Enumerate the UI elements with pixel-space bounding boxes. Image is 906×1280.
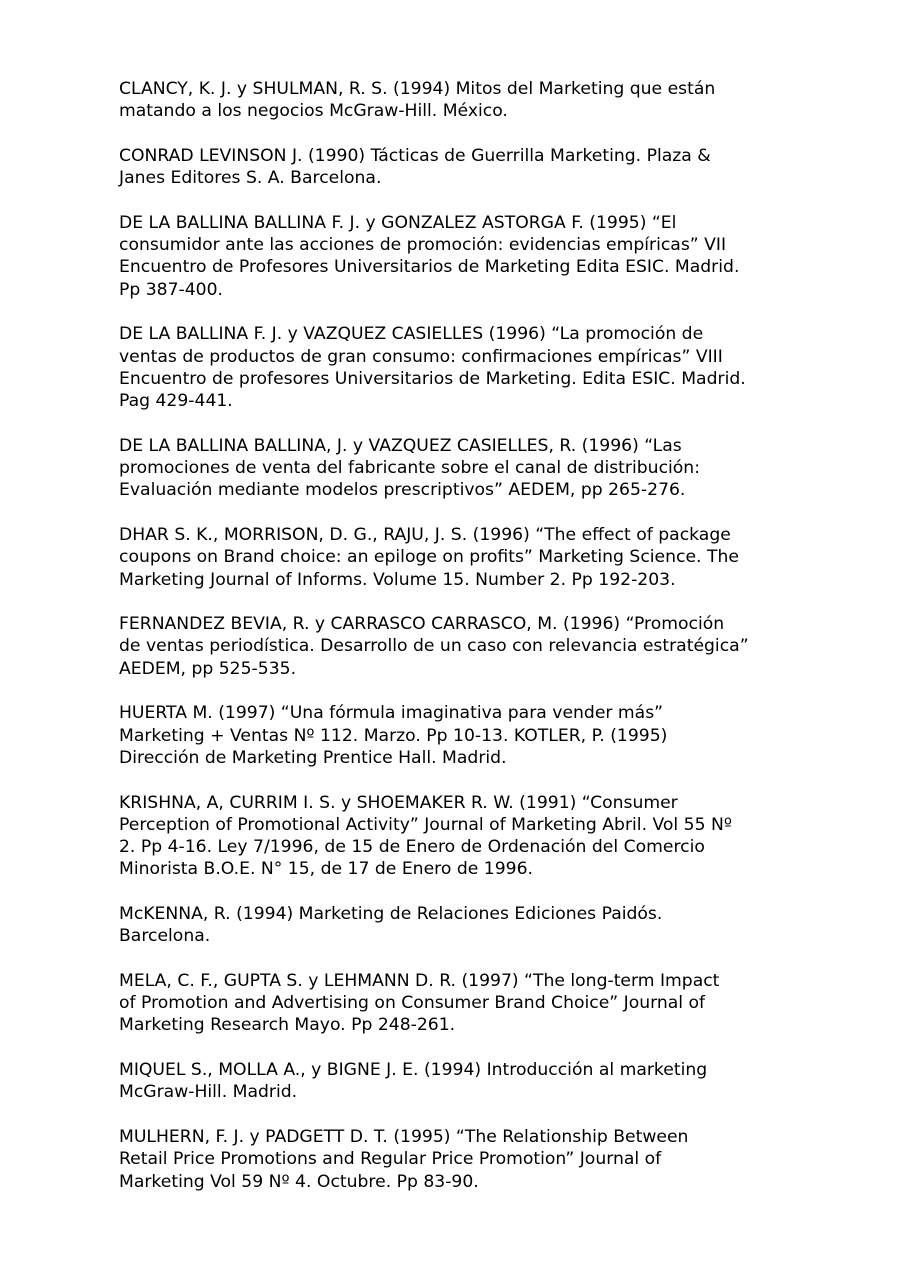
reference-line: Minorista B.O.E. N° 15, de 17 de Enero de 1996. bbox=[119, 859, 533, 880]
reference-line: Encuentro de profesores Universitarios de Marketing. Edita ESIC. Madrid. bbox=[119, 368, 746, 389]
reference-line: de ventas periodística. Desarrollo de un caso con relevancia estratégica” bbox=[119, 636, 749, 657]
reference-line: Marketing + Ventas Nº 112. Marzo. Pp 10-13. KOTLER, P. (1995) bbox=[119, 725, 668, 746]
reference-line: Barcelona. bbox=[119, 926, 211, 947]
reference-line: promociones de venta del fabricante sobre el canal de distribución: bbox=[119, 458, 700, 479]
reference-line: Perception of Promotional Activity” Journal of Marketing Abril. Vol 55 Nº bbox=[119, 814, 732, 835]
reference-line: Dirección de Marketing Prentice Hall. Madrid. bbox=[119, 747, 507, 768]
reference-line: DE LA BALLINA BALLINA F. J. y GONZALEZ ASTORGA F. (1995) “El bbox=[119, 212, 677, 233]
reference-entry bbox=[119, 212, 809, 301]
reference-line: DE LA BALLINA F. J. y VAZQUEZ CASIELLES (1996) “La promoción de bbox=[119, 324, 704, 345]
bibliography-page bbox=[119, 78, 809, 1215]
reference-entry bbox=[119, 903, 809, 948]
reference-line: Retail Price Promotions and Regular Price Promotion” Journal of bbox=[119, 1149, 662, 1170]
reference-line: ventas de productos de gran consumo: confirmaciones empíricas” VIII bbox=[119, 346, 723, 367]
reference-line: CONRAD LEVINSON J. (1990) Tácticas de Guerrilla Marketing. Plaza & bbox=[119, 145, 711, 166]
reference-line: Marketing Journal of Informs. Volume 15. Number 2. Pp 192-203. bbox=[119, 569, 676, 590]
reference-line: consumidor ante las acciones de promoción: evidencias empíricas” VII bbox=[119, 235, 727, 256]
reference-line: McKENNA, R. (1994) Marketing de Relaciones Ediciones Paidós. bbox=[119, 903, 663, 924]
reference-line: Marketing Vol 59 Nº 4. Octubre. Pp 83-90. bbox=[119, 1171, 479, 1192]
reference-line: 2. Pp 4-16. Ley 7/1996, de 15 de Enero de Ordenación del Comercio bbox=[119, 837, 705, 858]
reference-entry bbox=[119, 702, 809, 769]
reference-line: DE LA BALLINA BALLINA, J. y VAZQUEZ CASIELLES, R. (1996) “Las bbox=[119, 435, 682, 456]
reference-line: Encuentro de Profesores Universitarios de Marketing Edita ESIC. Madrid. bbox=[119, 257, 740, 278]
reference-line: AEDEM, pp 525-535. bbox=[119, 658, 297, 679]
reference-entry bbox=[119, 1059, 809, 1104]
reference-line: Pag 429-441. bbox=[119, 391, 233, 412]
reference-line: McGraw-Hill. Madrid. bbox=[119, 1082, 298, 1103]
reference-line: Janes Editores S. A. Barcelona. bbox=[119, 168, 382, 189]
reference-line: Pp 387-400. bbox=[119, 279, 224, 300]
reference-line: Marketing Research Mayo. Pp 248-261. bbox=[119, 1015, 456, 1036]
reference-line: coupons on Brand choice: an epiloge on profits” Marketing Science. The bbox=[119, 547, 739, 568]
reference-entry bbox=[119, 435, 809, 502]
reference-entry bbox=[119, 524, 809, 591]
reference-line: KRISHNA, A, CURRIM I. S. y SHOEMAKER R. W. (1991) “Consumer bbox=[119, 792, 678, 813]
reference-entry bbox=[119, 1126, 809, 1193]
reference-line: matando a los negocios McGraw-Hill. México. bbox=[119, 101, 508, 122]
reference-line: HUERTA M. (1997) “Una fórmula imaginativa para vender más” bbox=[119, 703, 664, 724]
reference-line: CLANCY, K. J. y SHULMAN, R. S. (1994) Mitos del Marketing que están bbox=[119, 79, 716, 99]
reference-line: MELA, C. F., GUPTA S. y LEHMANN D. R. (1997) “The long-term Impact bbox=[119, 970, 720, 991]
reference-entry bbox=[119, 145, 809, 190]
reference-entry bbox=[119, 613, 809, 680]
reference-line: Evaluación mediante modelos prescriptivos” AEDEM, pp 265-276. bbox=[119, 480, 686, 501]
reference-entry bbox=[119, 970, 809, 1037]
reference-line: MULHERN, F. J. y PADGETT D. T. (1995) “The Relationship Between bbox=[119, 1126, 689, 1147]
reference-line: of Promotion and Advertising on Consumer Brand Choice” Journal of bbox=[119, 993, 706, 1014]
reference-entry bbox=[119, 792, 809, 881]
reference-line: FERNANDEZ BEVIA, R. y CARRASCO CARRASCO, M. (1996) “Promoción bbox=[119, 614, 725, 635]
reference-line: MIQUEL S., MOLLA A., y BIGNE J. E. (1994) Introducción al marketing bbox=[119, 1060, 708, 1081]
reference-entry bbox=[119, 78, 809, 123]
reference-line: DHAR S. K., MORRISON, D. G., RAJU, J. S. (1996) “The effect of package bbox=[119, 524, 731, 545]
reference-entry bbox=[119, 323, 809, 412]
